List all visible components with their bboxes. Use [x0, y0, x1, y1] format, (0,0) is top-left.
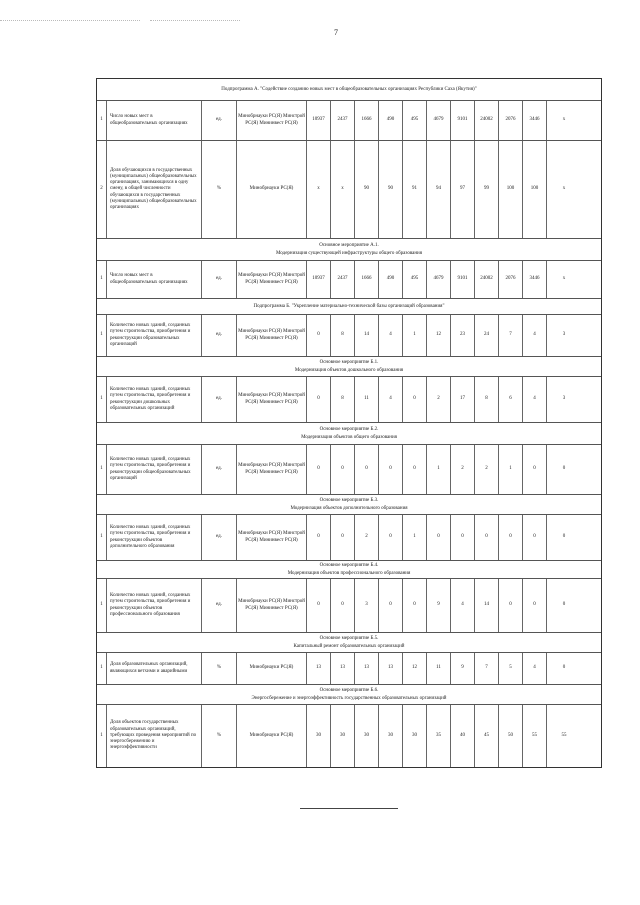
value-cell: 0 [451, 515, 475, 560]
unit-of-measure: ед. [202, 101, 237, 140]
value-cell: 45 [475, 705, 499, 767]
value-cell: 4679 [427, 101, 451, 140]
value-cell: 10937 [307, 101, 331, 140]
value-cell: 1 [427, 445, 451, 494]
section-title: Основное мероприятие А.1. Модернизация существующей инфраструктуры общего образования [275, 243, 423, 256]
table-row [97, 445, 601, 495]
value-cell: 100 [499, 141, 523, 238]
value-cell: 2437 [331, 101, 355, 140]
value-cell: 2076 [499, 101, 523, 140]
responsible-executor: Минобрнауки РС(Я) Минстрой РС(Я) Мининвест РС(Я) [237, 515, 307, 560]
value-cell: 13 [355, 653, 379, 684]
value-cell: 13 [379, 653, 403, 684]
value-cell: 0 [307, 515, 331, 560]
row-number: 1 [97, 653, 107, 684]
value-cell-final: x [562, 276, 566, 282]
value-cell: 94 [427, 141, 451, 238]
unit-of-measure: ед. [202, 261, 237, 298]
value-cell: 0 [499, 579, 523, 632]
value-cell: 490 [379, 101, 403, 140]
value-cell: 3446 [523, 261, 547, 298]
value-cell: 2 [427, 377, 451, 422]
value-cell: 8 [331, 377, 355, 422]
value-cell: 11 [355, 377, 379, 422]
value-cell: 11 [427, 653, 451, 684]
value-cell: 0 [523, 445, 547, 494]
responsible-executor: Минобрнауки РС(Я) [237, 141, 307, 238]
indicator-name: Количество новых зданий, созданных путем строительства, приобретения и реконструкции образовательных организаций [107, 315, 202, 356]
value-cell: 30 [355, 705, 379, 767]
responsible-executor: Минобрнауки РС(Я) Минстрой РС(Я) Мининвест РС(Я) [237, 445, 307, 494]
unit-of-measure: ед. [202, 377, 237, 422]
value-cell: 14 [355, 315, 379, 356]
value-cell-final: 0 [562, 602, 566, 608]
value-cell: 30 [379, 705, 403, 767]
table-row [97, 101, 601, 141]
value-cell-final: 0 [562, 466, 566, 472]
section-title: Основное мероприятие Б.1. Модернизация объектов дошкольного образования [294, 360, 404, 373]
value-cell: 0 [403, 579, 427, 632]
value-cell: 4 [379, 315, 403, 356]
responsible-executor: Минобрнауки РС(Я) Минстрой РС(Я) Мининвест РС(Я) [237, 315, 307, 356]
value-cell-final: 3 [562, 396, 566, 402]
value-cell: 9 [427, 579, 451, 632]
section-title: Подпрограмма А. "Содействие созданию новых мест в общеобразовательных организациях Республики Саха (Якутия)" [221, 86, 477, 92]
value-cell: 0 [379, 445, 403, 494]
value-cell: 2076 [499, 261, 523, 298]
indicators-table [96, 78, 602, 768]
value-cell: 4 [379, 377, 403, 422]
row-number: 1 [97, 445, 107, 494]
value-cell: x [307, 141, 331, 238]
row-number: 1 [97, 515, 107, 560]
unit-of-measure: ед. [202, 445, 237, 494]
value-cell: 90 [355, 141, 379, 238]
unit-of-measure: % [202, 141, 237, 238]
section-title: Основное мероприятие Б.4. Модернизация объектов профессионального образования [287, 563, 411, 576]
value-cell: 4 [523, 377, 547, 422]
scan-edge-mark [150, 20, 240, 21]
indicator-name: Доля обучающихся в государственных (муниципальных) общеобразовательных организациях, занимающихся в одну смену, в общей численности обучающихся в государственных (муниципальных) общеобразовательных организациях [107, 141, 202, 238]
value-cell: 0 [523, 579, 547, 632]
value-cell: 0 [331, 515, 355, 560]
value-cell: 0 [379, 515, 403, 560]
table-row [97, 515, 601, 561]
value-cell: 2 [451, 445, 475, 494]
row-number: 1 [97, 377, 107, 422]
value-cell: 12 [427, 315, 451, 356]
value-cell: 2437 [331, 261, 355, 298]
value-cell-final: 3 [562, 332, 566, 338]
value-cell: 9101 [451, 261, 475, 298]
value-cell: 0 [307, 315, 331, 356]
unit-of-measure: % [202, 705, 237, 767]
value-cell: 1666 [355, 101, 379, 140]
section-header [97, 357, 601, 377]
value-cell: 55 [523, 705, 547, 767]
value-cell: 2 [355, 515, 379, 560]
value-cell: 30 [307, 705, 331, 767]
value-cell: 4 [451, 579, 475, 632]
section-header [97, 633, 601, 653]
value-cell: 7 [475, 653, 499, 684]
value-cell: 9101 [451, 101, 475, 140]
indicator-name: Число новых мест в общеобразовательных организациях [107, 101, 202, 140]
responsible-executor: Минобрнауки РС(Я) Минстрой РС(Я) Мининвест РС(Я) [237, 377, 307, 422]
value-cell: x [331, 141, 355, 238]
table-row [97, 315, 601, 357]
value-cell: 4679 [427, 261, 451, 298]
value-cell: 30 [403, 705, 427, 767]
page-number: 7 [334, 28, 338, 37]
value-cell: 13 [307, 653, 331, 684]
value-cell: 8 [331, 315, 355, 356]
value-cell: 1 [403, 315, 427, 356]
value-cell: 1666 [355, 261, 379, 298]
value-cell: 6 [499, 377, 523, 422]
value-cell: 13 [331, 653, 355, 684]
value-cell-final: 0 [562, 534, 566, 540]
value-cell: 1 [499, 445, 523, 494]
value-cell: 8 [475, 377, 499, 422]
section-title: Основное мероприятие Б.6. Энергосбережение и энергоэффективность государственных образовательных организаций [251, 688, 447, 701]
value-cell: 40 [451, 705, 475, 767]
value-cell: 0 [331, 445, 355, 494]
indicator-name: Количество новых зданий, созданных путем строительства, приобретения и реконструкции общеобразовательных организаций [107, 445, 202, 494]
value-cell: 0 [403, 445, 427, 494]
table-row [97, 653, 601, 685]
row-number: 1 [97, 705, 107, 767]
value-cell: 12 [403, 653, 427, 684]
value-cell: 0 [307, 445, 331, 494]
section-header [97, 239, 601, 261]
value-cell: 2 [475, 445, 499, 494]
table-row [97, 579, 601, 633]
section-header [97, 299, 601, 315]
indicator-name: Количество новых зданий, созданных путем строительства, приобретения и реконструкции объектов профессионального образования [107, 579, 202, 632]
row-number: 1 [97, 315, 107, 356]
responsible-executor: Минобрнауки РС(Я) [237, 653, 307, 684]
value-cell: 14 [475, 579, 499, 632]
responsible-executor: Минобрнауки РС(Я) Минстрой РС(Я) Мининвест РС(Я) [237, 261, 307, 298]
section-title: Основное мероприятие Б.2. Модернизация объектов общего образования [301, 427, 397, 440]
value-cell: 4 [523, 653, 547, 684]
value-cell: 0 [427, 515, 451, 560]
value-cell: 0 [403, 377, 427, 422]
value-cell: 0 [499, 515, 523, 560]
value-cell: 35 [427, 705, 451, 767]
indicator-name: Количество новых зданий, созданных путем строительства, приобретения и реконструкции дошкольных образовательных организаций [107, 377, 202, 422]
value-cell: 0 [475, 515, 499, 560]
value-cell: 10937 [307, 261, 331, 298]
section-header [97, 423, 601, 445]
section-header [97, 685, 601, 705]
responsible-executor: Минобрнауки РС(Я) [237, 705, 307, 767]
table-row [97, 705, 601, 767]
value-cell: 0 [379, 579, 403, 632]
section-header [97, 79, 601, 101]
value-cell-final: 55 [561, 732, 567, 738]
indicator-name: Доля объектов государственных образовательных организаций, требующих проведения мероприятий по энергосбережению и энергоэффективности [107, 705, 202, 767]
section-header [97, 495, 601, 515]
unit-of-measure: % [202, 653, 237, 684]
value-cell: 0 [307, 377, 331, 422]
value-cell: 23 [451, 315, 475, 356]
row-number: 2 [97, 141, 107, 238]
value-cell: 0 [355, 445, 379, 494]
value-cell: 495 [403, 101, 427, 140]
value-cell-final: x [562, 117, 566, 123]
value-cell: 0 [523, 515, 547, 560]
value-cell: 9 [451, 653, 475, 684]
value-cell: 3 [355, 579, 379, 632]
section-header [97, 561, 601, 579]
indicator-name: Количество новых зданий, созданных путем строительства, приобретения и реконструкции объектов дополнительного образования [107, 515, 202, 560]
value-cell: 495 [403, 261, 427, 298]
value-cell: 24 [475, 315, 499, 356]
value-cell: 1 [403, 515, 427, 560]
value-cell: 17 [451, 377, 475, 422]
value-cell: 50 [499, 705, 523, 767]
table-row [97, 377, 601, 423]
unit-of-measure: ед. [202, 515, 237, 560]
value-cell: 91 [403, 141, 427, 238]
value-cell: 0 [331, 579, 355, 632]
footer-rule [300, 808, 398, 809]
value-cell: 5 [499, 653, 523, 684]
indicator-name: Доля образовательных организаций, являющихся ветхими и аварийными [107, 653, 202, 684]
value-cell: 7 [499, 315, 523, 356]
value-cell: 24002 [475, 261, 499, 298]
scan-edge-mark [0, 20, 140, 21]
value-cell: 4 [523, 315, 547, 356]
value-cell: 0 [307, 579, 331, 632]
value-cell: 30 [331, 705, 355, 767]
table-row [97, 141, 601, 239]
value-cell: 24002 [475, 101, 499, 140]
value-cell: 97 [451, 141, 475, 238]
value-cell-final: 0 [562, 665, 566, 671]
value-cell-final: x [562, 186, 566, 192]
value-cell: 90 [379, 141, 403, 238]
section-title: Основное мероприятие Б.3. Модернизация объектов дополнительного образования [290, 498, 408, 511]
row-number: 1 [97, 101, 107, 140]
responsible-executor: Минобрнауки РС(Я) Минстрой РС(Я) Мининвест РС(Я) [237, 101, 307, 140]
responsible-executor: Минобрнауки РС(Я) Минстрой РС(Я) Мининвест РС(Я) [237, 579, 307, 632]
value-cell: 490 [379, 261, 403, 298]
row-number: 1 [97, 261, 107, 298]
unit-of-measure: ед. [202, 315, 237, 356]
table-row [97, 261, 601, 299]
value-cell: 100 [523, 141, 547, 238]
unit-of-measure: ед. [202, 579, 237, 632]
value-cell: 3446 [523, 101, 547, 140]
section-title: Подпрограмма Б. "Укрепление материально-технической базы организаций образования" [253, 303, 445, 309]
row-number: 1 [97, 579, 107, 632]
value-cell: 99 [475, 141, 499, 238]
section-title: Основное мероприятие Б.5. Капитальный ремонт образовательных организаций [293, 636, 405, 649]
indicator-name: Число новых мест в общеобразовательных организациях [107, 261, 202, 298]
